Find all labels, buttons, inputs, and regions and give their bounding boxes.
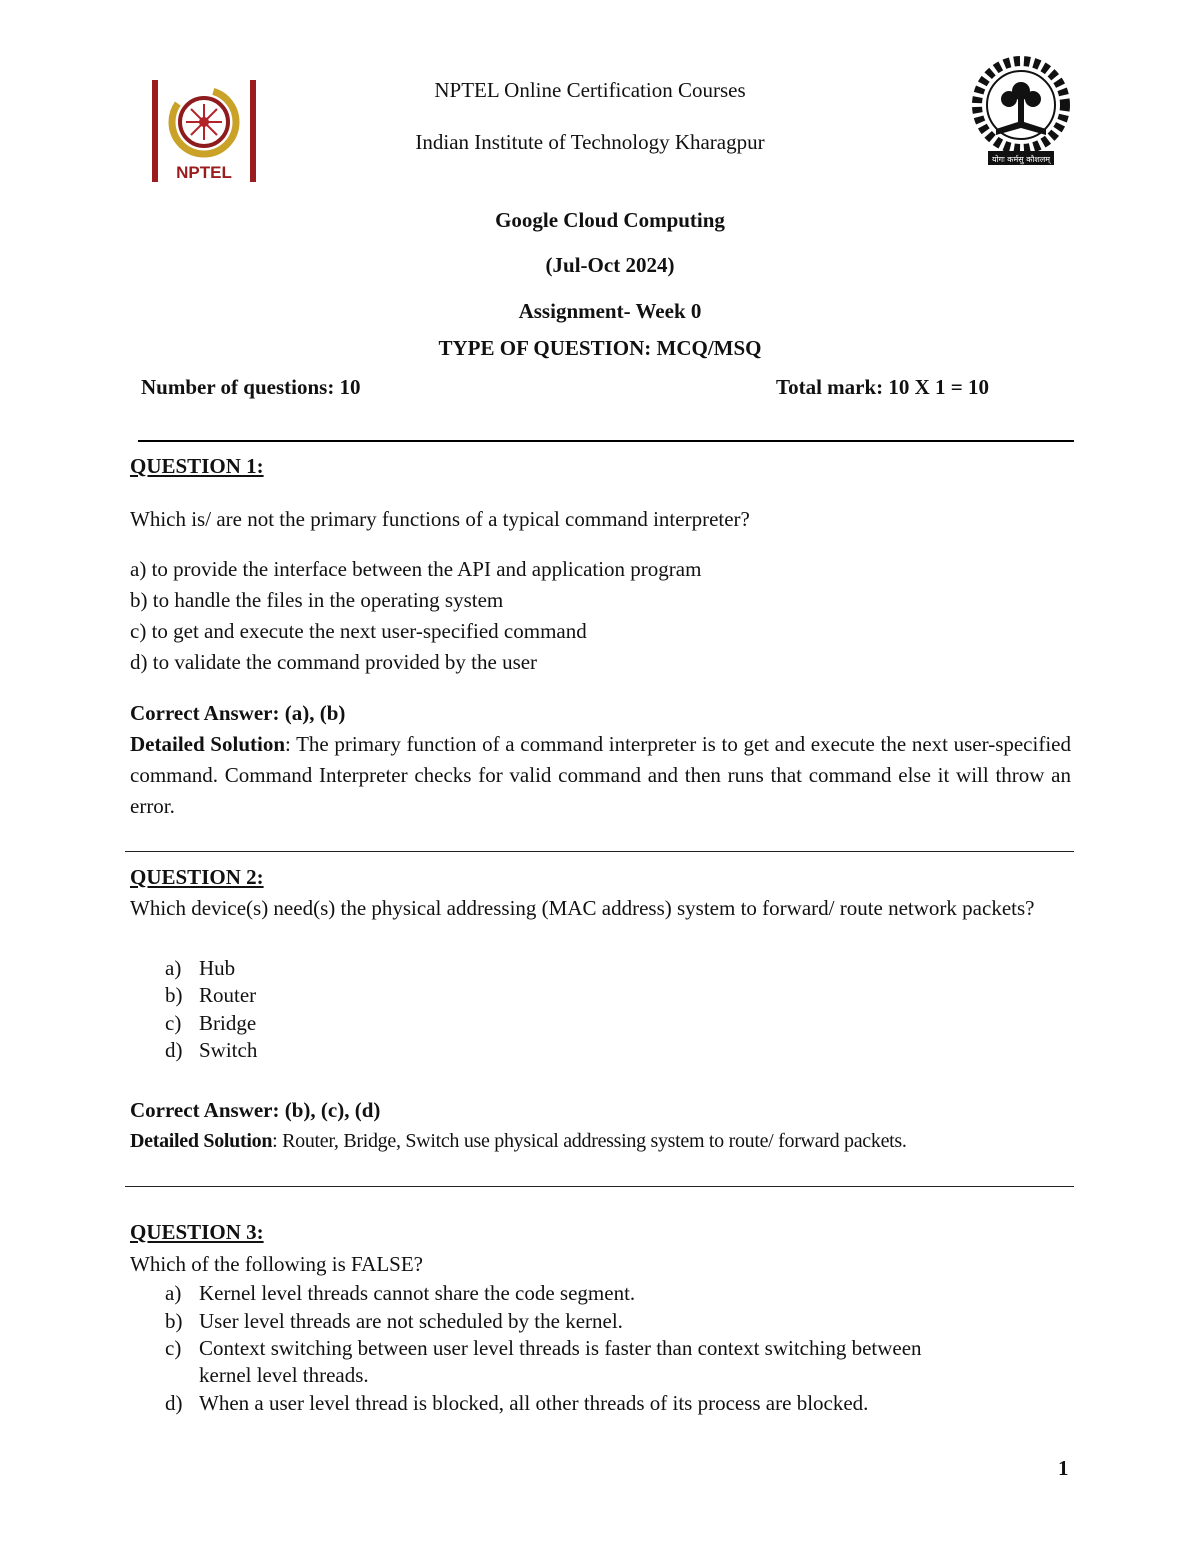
question-2-answer <box>130 1095 380 1126</box>
question-2-option-b: b) Router <box>165 983 257 1007</box>
question-1-option-c: c) to get and execute the next user-specified command <box>130 619 587 643</box>
question-1-option-a: a) to provide the interface between the API and application program <box>130 557 702 581</box>
question-2-option-a: a) Hub <box>165 956 236 980</box>
question-3-text: Which of the following is FALSE? <box>130 1252 423 1276</box>
question-2-solution <box>130 1126 907 1157</box>
course-session: (Jul-Oct 2024) <box>545 253 675 277</box>
question-1-option-b: b) to handle the files in the operating system <box>130 588 504 612</box>
question-1-solution-text: : The primary function of a command interpreter is to get and execute the next user-specified command. Command Interpreter checks for valid command and then runs that command else it will throw an error. <box>130 732 1071 818</box>
question-3-option-d: d) When a user level thread is blocked, all other threads of its process are blocked. <box>165 1391 869 1415</box>
question-type: TYPE OF QUESTION: MCQ/MSQ <box>438 336 762 360</box>
question-1-solution <box>130 729 1071 822</box>
question-3-heading: QUESTION 3: <box>130 1220 264 1244</box>
number-of-questions <box>141 375 361 400</box>
question-1-solution-label: Detailed Solution <box>130 732 285 756</box>
nptel-logo-text: NPTEL <box>176 163 232 182</box>
question-1-heading: QUESTION 1: <box>130 454 264 478</box>
number-of-questions-label: Number of questions <box>141 375 328 399</box>
question-1-answer-value: (a), (b) <box>284 701 346 725</box>
question-3-option-c: c) Context switching between user level threads is faster than context switching between <box>165 1336 922 1360</box>
question-2-solution-label: Detailed Solution <box>130 1130 273 1152</box>
question-1-option-d: d) to validate the command provided by the user <box>130 650 538 674</box>
question-3-option-a: a) Kernel level threads cannot share the code segment. <box>165 1281 636 1305</box>
question-2-text: Which device(s) need(s) the physical addressing (MAC address) system to forward/ route network packets? <box>130 896 1035 920</box>
question-2-answer-label: Correct Answer: <box>130 1098 280 1122</box>
question-2-option-d: d) Switch <box>165 1038 258 1062</box>
question-1-text: Which is/ are not the primary functions of a typical command interpreter? <box>130 507 750 531</box>
question-3-option-c-continued: kernel level threads. <box>199 1363 369 1387</box>
header-line-2: Indian Institute of Technology Kharagpur <box>415 130 765 154</box>
question-1-answer <box>130 698 345 729</box>
page-number: 1 <box>1058 1456 1069 1480</box>
header-divider <box>138 440 1074 442</box>
question-2-options <box>165 956 665 1068</box>
question-1-divider <box>125 851 1074 852</box>
iit-logo-motto: योगः कर्मसु कौशलम् <box>991 155 1051 164</box>
question-2-option-c: c) Bridge <box>165 1011 257 1035</box>
question-3-options <box>165 1281 1065 1421</box>
total-mark: Total mark: 10 X 1 = 10 <box>776 375 990 399</box>
question-2-answer-value: (b), (c), (d) <box>284 1098 381 1122</box>
question-3-option-b: b) User level threads are not scheduled by the kernel. <box>165 1309 623 1333</box>
question-2-divider <box>125 1186 1074 1187</box>
question-2-heading: QUESTION 2: <box>130 865 264 889</box>
question-2-solution-text: : Router, Bridge, Switch use physical addressing system to route/ forward packets. <box>272 1130 907 1152</box>
assignment-title: Assignment- Week 0 <box>518 299 702 323</box>
question-1-answer-label: Correct Answer: <box>130 701 280 725</box>
header-line-1: NPTEL Online Certification Courses <box>434 78 746 102</box>
number-of-questions-value: : 10 <box>327 375 361 399</box>
course-title: Google Cloud Computing <box>495 208 725 232</box>
question-1-options <box>130 554 1070 678</box>
